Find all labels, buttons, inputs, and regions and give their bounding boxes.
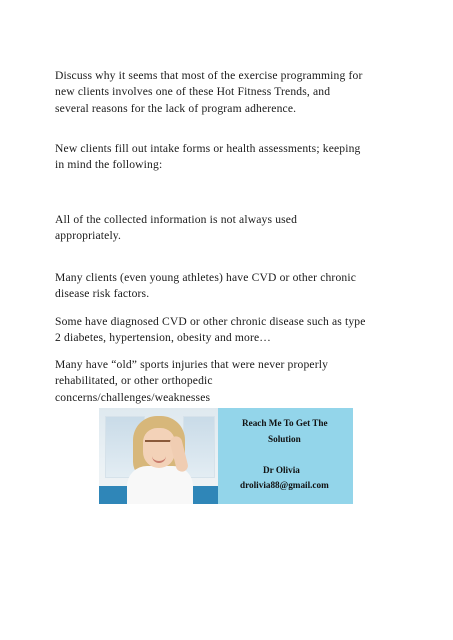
text-line: in mind the following: <box>55 158 163 172</box>
text-line: new clients involves one of these Hot Fitness Trends, and <box>55 85 331 99</box>
banner-email[interactable]: drolivia88@gmail.com <box>240 480 329 490</box>
paragraph-5 <box>55 314 405 347</box>
banner-photo <box>99 408 218 504</box>
paragraph-6 <box>55 357 405 406</box>
text-line: All of the collected information is not always used <box>55 213 298 226</box>
banner-headline: Reach Me To Get The <box>242 418 328 428</box>
text-line: disease risk factors. <box>55 287 150 301</box>
text-line: appropriately. <box>55 229 122 243</box>
banner-headline-2: Solution <box>268 434 301 444</box>
paragraph-2 <box>55 141 405 174</box>
text-line: New clients fill out intake forms or health assessments; keeping <box>55 142 361 155</box>
paragraph-4 <box>55 270 405 303</box>
glasses-icon <box>145 440 173 450</box>
paragraph-3 <box>55 212 405 245</box>
banner-info <box>218 408 353 504</box>
shirt-shape <box>127 466 193 504</box>
text-line: Many clients (even young athletes) have CVD or other chronic <box>55 271 357 284</box>
text-line: several reasons for the lack of program adherence. <box>55 101 297 115</box>
paragraph-1 <box>55 68 405 117</box>
text-line: rehabilitated, or other orthopedic <box>55 374 213 388</box>
banner-name: Dr Olivia <box>263 465 300 475</box>
text-line: Many have “old” sports injuries that were never properly <box>55 358 329 371</box>
text-line: Discuss why it seems that most of the exercise programming for <box>55 69 363 82</box>
contact-banner[interactable] <box>99 408 353 504</box>
text-line: 2 diabetes, hypertension, obesity and more… <box>55 331 272 345</box>
window-shape <box>183 416 215 478</box>
text-line: concerns/challenges/weaknesses <box>55 390 211 404</box>
text-line: Some have diagnosed CVD or other chronic disease such as type <box>55 315 366 328</box>
